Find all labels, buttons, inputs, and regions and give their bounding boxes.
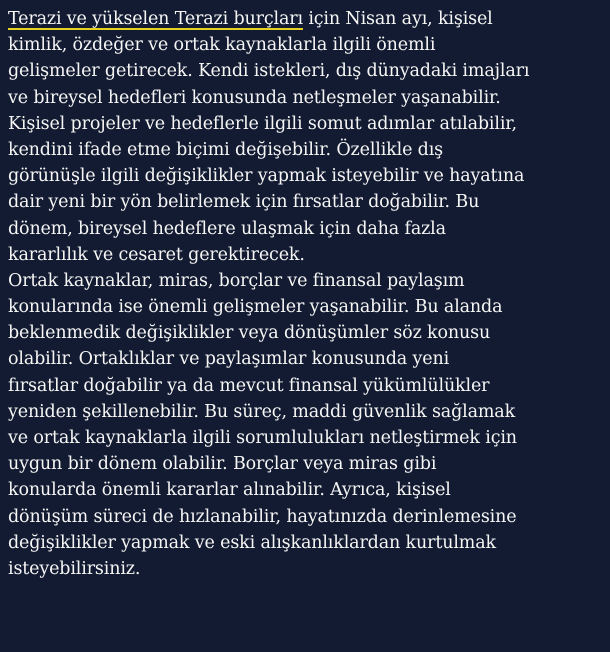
text-line: gelişmeler getirecek. Kendi istekleri, dış dünyadaki imajları	[8, 61, 530, 82]
text-line: kimlik, özdeğer ve ortak kaynaklarla ilgili önemli	[8, 35, 436, 56]
text-line: konularında ise önemli gelişmeler yaşanabilir. Bu alanda	[8, 297, 503, 318]
text-line: değişiklikler yapmak ve eski alışkanlıklardan kurtulmak	[8, 532, 496, 553]
text-line	[8, 6, 608, 32]
line-rest: için Nisan ayı, kişisel	[302, 9, 493, 29]
text-line: ve ortak kaynaklarla ilgili sorumlulukları netleştirmek için	[8, 428, 517, 448]
text-line: kararlılık ve cesaret gerektirecek.	[8, 244, 305, 265]
text-line: uygun bir dönem olabilir. Borçlar veya miras gibi	[8, 454, 437, 475]
text-line: konularda önemli kararlar alınabilir. Ayrıca, kişisel	[8, 480, 451, 501]
highlighted-phrase: Terazi ve yükselen Terazi burçları	[8, 9, 303, 29]
text-line: fırsatlar doğabilir ya da mevcut finansal yükümlülükler	[8, 375, 490, 396]
text-line: beklenmedik değişiklikler veya dönüşümler söz konusu	[8, 323, 491, 344]
text-line: Kişisel projeler ve hedeflerle ilgili somut adımlar atılabilir,	[8, 113, 517, 134]
text-line: ve bireysel hedefleri konusunda netleşmeler yaşanabilir.	[8, 87, 501, 108]
text-line: dair yeni bir yön belirlemek için fırsatlar doğabilir. Bu	[8, 192, 480, 213]
text-line: dönem, bireysel hedeflere ulaşmak için daha fazla	[8, 218, 446, 239]
text-line: görünüşle ilgili değişiklikler yapmak isteyebilir ve hayatına	[8, 166, 525, 187]
text-line: yeniden şekillenebilir. Bu süreç, maddi güvenlik sağlamak	[8, 401, 516, 422]
article-body	[8, 6, 608, 582]
text-line: Ortak kaynaklar, miras, borçlar ve finansal paylaşım	[8, 270, 465, 291]
text-line: dönüşüm süreci de hızlanabilir, hayatınızda derinlemesine	[8, 506, 517, 527]
text-line: isteyebilirsiniz.	[8, 558, 141, 579]
text-line: kendini ifade etme biçimi değişebilir. Özellikle dış	[8, 139, 444, 160]
text-line: olabilir. Ortaklıklar ve paylaşımlar konusunda yeni	[8, 349, 450, 370]
